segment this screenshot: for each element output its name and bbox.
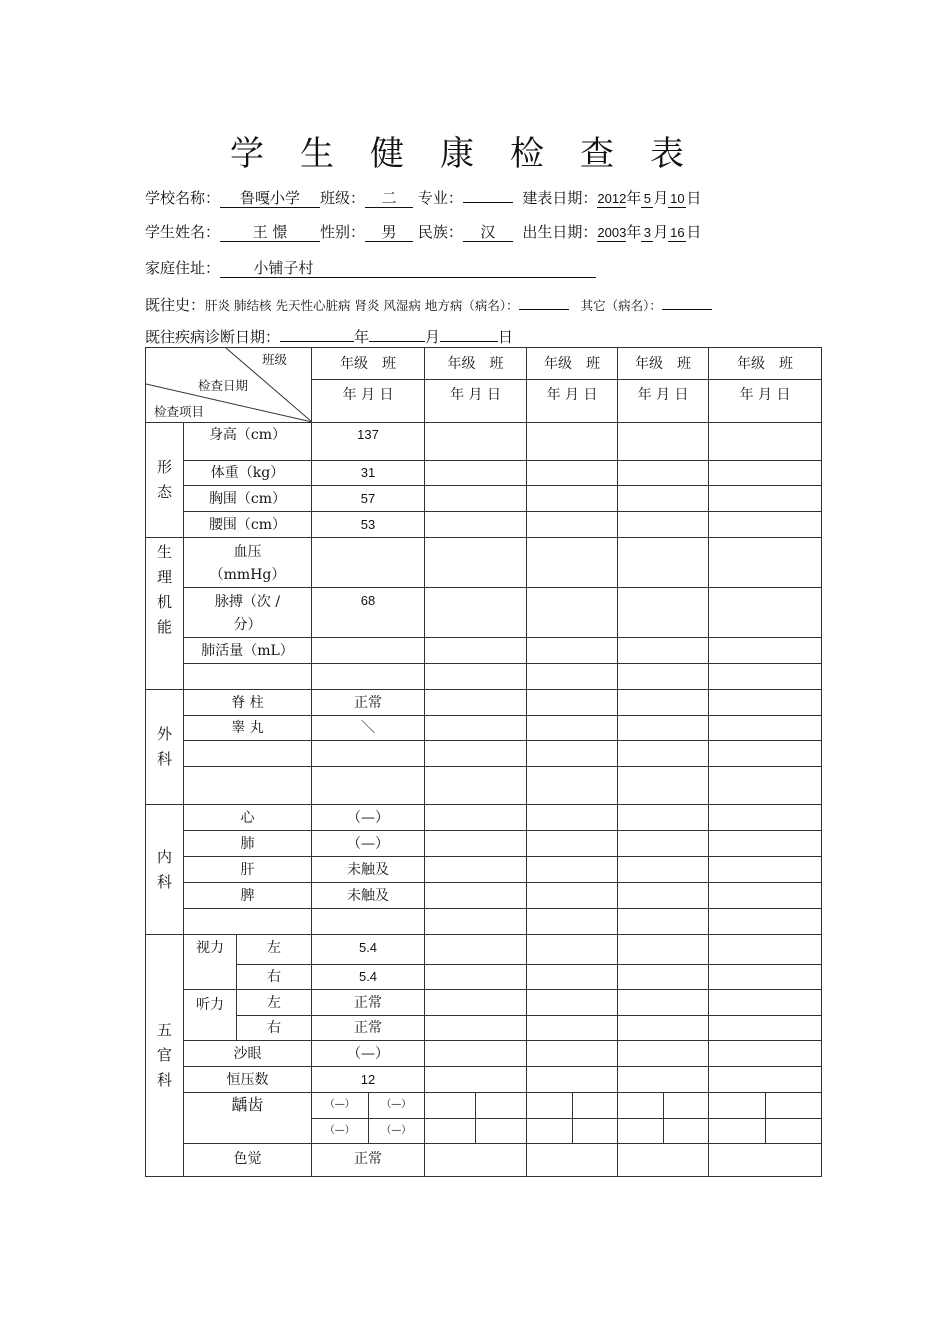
value-weight: 31 <box>312 461 425 486</box>
address-text: 小铺子村 <box>253 259 314 277</box>
date-ymd-3: 年 月 日 <box>527 380 618 423</box>
diag-day-blank <box>440 341 498 342</box>
class-value: 二 <box>365 190 413 208</box>
class-label: 班级： <box>320 189 366 207</box>
item-constant: 恒压数 <box>184 1067 312 1093</box>
birth-label: 出生日期： <box>522 223 598 241</box>
history-label: 既往史： <box>145 296 206 314</box>
gender-value: 男 <box>365 224 413 242</box>
ethnic-value: 汉 <box>463 224 513 242</box>
grade-class-3: 年级 班 <box>527 348 618 380</box>
value-spleen: 未触及 <box>312 883 425 909</box>
item-bp <box>184 538 312 588</box>
birth-month: 3 <box>641 224 653 242</box>
caries-a: （—） <box>312 1093 368 1118</box>
section-physio-text: 生理机能 <box>156 543 172 636</box>
year-char: 年 <box>354 328 370 346</box>
section-surgery <box>146 690 184 805</box>
section-internal <box>146 805 184 935</box>
caries-c: （—） <box>312 1118 368 1143</box>
section-facial-text: 五官科 <box>156 1021 172 1089</box>
history-other: 其它（病名）： <box>580 298 662 313</box>
header-class-word: 班级 <box>262 352 288 367</box>
header-date-word: 检查日期 <box>198 378 249 393</box>
value-bp <box>312 538 425 588</box>
caries-grid-5 <box>709 1093 822 1144</box>
item-caries: 龋齿 <box>184 1093 312 1144</box>
month-char: 月 <box>425 328 441 346</box>
value-spine: 正常 <box>312 690 425 716</box>
page-title: 学生健康检查表 <box>230 134 720 174</box>
name-label: 学生姓名： <box>145 223 221 241</box>
section-facial <box>146 935 184 1177</box>
value-waist: 53 <box>312 512 425 538</box>
school-value: 鲁嘎小学 <box>220 190 320 208</box>
item-weight: 体重（kg） <box>184 461 312 486</box>
caries-grid-2 <box>425 1093 527 1144</box>
header-item-word: 检查项目 <box>154 404 205 419</box>
month-char: 月 <box>653 223 669 241</box>
item-hearing-left: 左 <box>237 990 312 1016</box>
section-shape-text: 形态 <box>156 458 172 501</box>
item-spleen: 脾 <box>184 883 312 909</box>
item-pulse-line1: 脉搏（次 / <box>214 594 281 610</box>
gender-label: 性别： <box>320 223 366 241</box>
birth-day: 16 <box>670 225 685 240</box>
value-color: 正常 <box>312 1144 425 1177</box>
item-vision-right: 右 <box>237 965 312 990</box>
value-liver: 未触及 <box>312 857 425 883</box>
date-ymd-2: 年 月 日 <box>425 380 527 423</box>
item-color: 色觉 <box>184 1144 312 1177</box>
name-value: 王 憬 <box>220 224 320 242</box>
value-lungs: （—） <box>312 831 425 857</box>
grade-class-4: 年级 班 <box>618 348 709 380</box>
item-pulse-line2: 分） <box>233 617 262 633</box>
caries-b: （—） <box>368 1093 424 1118</box>
info-line-name <box>145 221 701 242</box>
date-ymd-5: 年 月 日 <box>709 380 822 423</box>
value-vision-right: 5.4 <box>312 965 425 990</box>
caries-grid-1 <box>312 1093 425 1144</box>
history-other-blank <box>662 309 712 310</box>
health-table <box>145 347 822 1177</box>
history-disease-blank <box>519 309 569 310</box>
caries-grid-3 <box>527 1093 618 1144</box>
item-pulse <box>184 588 312 638</box>
item-trachoma: 沙眼 <box>184 1041 312 1067</box>
date-ymd-1: 年 月 日 <box>312 380 425 423</box>
value-heart: （—） <box>312 805 425 831</box>
grade-class-2: 年级 班 <box>425 348 527 380</box>
value-testis: ＼ <box>312 716 425 741</box>
diag-date-label: 既往疾病诊断日期： <box>145 328 281 346</box>
address-value <box>220 260 596 278</box>
created-month: 5 <box>641 190 653 208</box>
ethnic-label: 民族： <box>417 223 463 241</box>
diag-month-blank <box>369 341 425 342</box>
school-label: 学校名称： <box>145 189 221 207</box>
item-bp-line2: （mmHg） <box>209 567 286 583</box>
value-hearing-left: 正常 <box>312 990 425 1016</box>
info-line-school <box>145 187 701 208</box>
address-label: 家庭住址： <box>145 259 221 277</box>
caries-grid-4 <box>618 1093 709 1144</box>
value-hearing-right: 正常 <box>312 1016 425 1041</box>
item-bp-line1: 血压 <box>233 544 262 560</box>
grade-class-5: 年级 班 <box>709 348 822 380</box>
day-char: 日 <box>686 223 702 241</box>
diag-year-blank <box>280 341 354 342</box>
created-label: 建表日期： <box>522 189 598 207</box>
info-line-address <box>145 257 596 278</box>
item-hearing: 听力 <box>184 990 237 1041</box>
item-heart: 心 <box>184 805 312 831</box>
value-trachoma: （—） <box>312 1041 425 1067</box>
day-char: 日 <box>498 328 514 346</box>
info-line-history <box>145 294 712 315</box>
birth-year: 2003 <box>597 225 627 240</box>
value-height: 137 <box>312 423 425 461</box>
major-value <box>463 202 513 203</box>
item-testis: 睾 丸 <box>184 716 312 741</box>
year-char: 年 <box>626 223 642 241</box>
history-items: 肝炎 肺结核 先天性心脏病 肾炎 风湿病 地方病（病名）： <box>205 298 519 313</box>
item-chest: 胸围（cm） <box>184 486 312 512</box>
day-char: 日 <box>686 189 702 207</box>
value-vision-left: 5.4 <box>312 935 425 965</box>
diagonal-header-cell <box>146 348 312 423</box>
month-char: 月 <box>653 189 669 207</box>
value-constant: 12 <box>312 1067 425 1093</box>
created-year: 2012 <box>597 191 627 206</box>
item-lung: 肺活量（mL） <box>184 638 312 664</box>
item-spine: 脊 柱 <box>184 690 312 716</box>
grade-class-1: 年级 班 <box>312 348 425 380</box>
item-vision-left: 左 <box>237 935 312 965</box>
info-line-diag-date <box>145 326 513 347</box>
value-pulse: 68 <box>312 588 425 638</box>
item-waist: 腰围（cm） <box>184 512 312 538</box>
section-shape <box>146 423 184 538</box>
item-liver: 肝 <box>184 857 312 883</box>
value-chest: 57 <box>312 486 425 512</box>
year-char: 年 <box>626 189 642 207</box>
section-internal-text: 内科 <box>156 847 172 891</box>
item-vision: 视力 <box>184 935 237 990</box>
section-surgery-text: 外科 <box>156 725 172 768</box>
created-day: 10 <box>670 191 685 206</box>
item-height: 身高（cm） <box>184 423 312 461</box>
item-hearing-right: 右 <box>237 1016 312 1041</box>
major-label: 专业： <box>417 189 463 207</box>
item-lungs: 肺 <box>184 831 312 857</box>
date-ymd-4: 年 月 日 <box>618 380 709 423</box>
section-physio <box>146 538 184 690</box>
caries-d: （—） <box>381 1124 412 1136</box>
